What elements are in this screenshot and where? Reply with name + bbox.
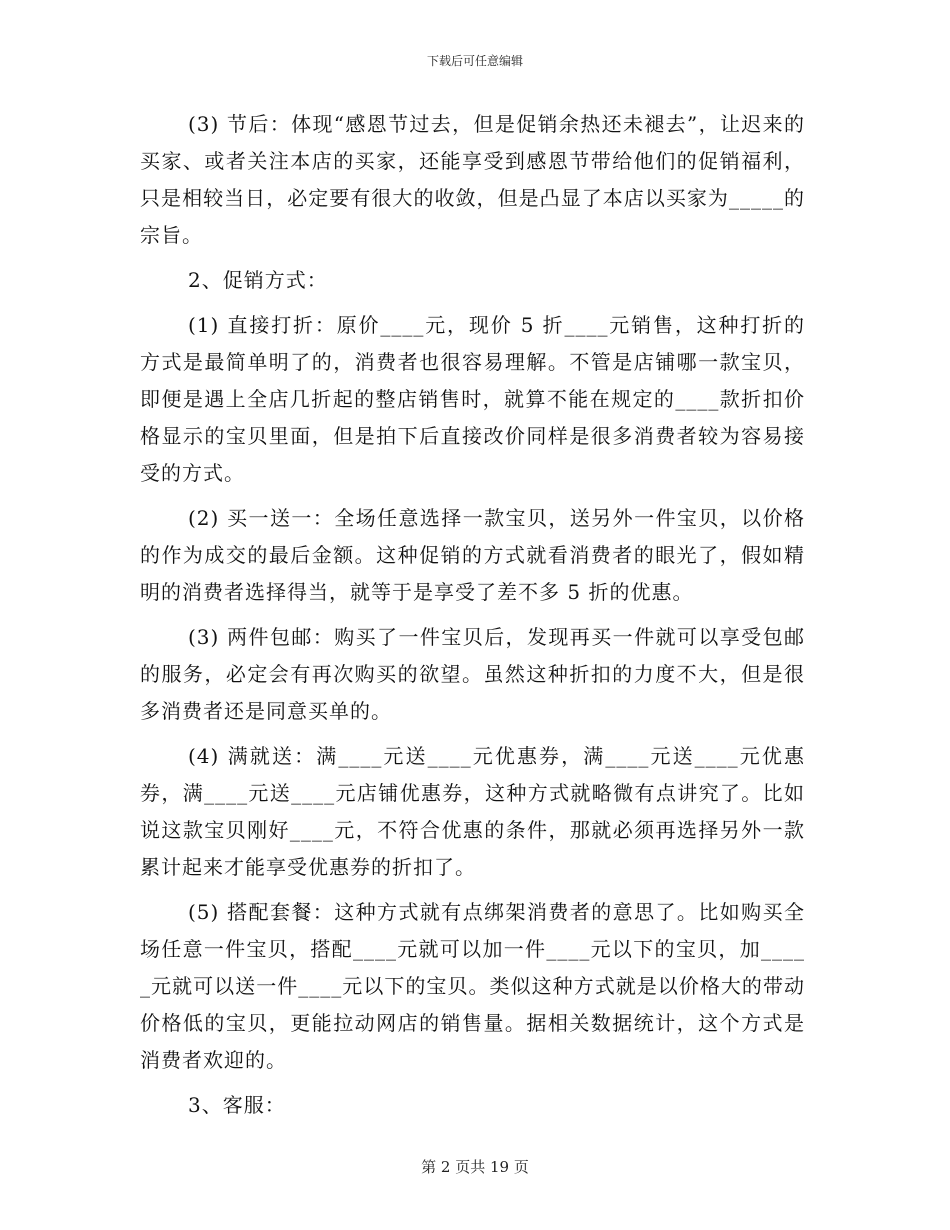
spacer xyxy=(140,611,805,619)
paragraph-after-holiday: (3) 节后：体现“感恩节过去，但是促销余热还未褪去”，让迟来的买家、或者关注本店的买家，还能享受到感恩节带给他们的促销福利，只是相较当日，必定要有很大的收敛，但是凸显了本店以买家为_____的宗旨。 xyxy=(140,112,805,247)
paragraph-bundle-package: (5) 搭配套餐：这种方式就有点绑架消费者的意思了。比如购买全场任意一件宝贝，搭配____元就可以加一件____元以下的宝贝，加_____元就可以送一件____元以下的宝贝。类似这种方式就是以价格大的带动价格低的宝贝，更能拉动网店的销售量。据相关数据统计，这个方式是消费者欢迎的。 xyxy=(140,900,805,1072)
spacer xyxy=(140,1079,805,1087)
paragraph-direct-discount: (1) 直接打折：原价____元，现价 5 折____元销售，这种打折的方式是最简单明了的，消费者也很容易理解。不管是店铺哪一款宝贝，即便是遇上全店几折起的整店销售时，就算不能在规定的____款折扣价格显示的宝贝里面，但是拍下后直接改价同样是很多消费者较为容易接受的方式。 xyxy=(140,313,805,485)
spacer xyxy=(140,730,805,738)
paragraph-spend-and-get: (4) 满就送：满____元送____元优惠券，满____元送____元优惠券，满____元送____元店铺优惠券，这种方式就略微有点讲究了。比如说这款宝贝刚好____元，不符合优惠的条件，那就必须再选择另外一款累计起来才能享受优惠券的折扣了。 xyxy=(140,744,805,879)
paragraph-two-items-free-shipping: (3) 两件包邮：购买了一件宝贝后，发现再买一件就可以享受包邮的服务，必定会有再次购买的欲望。虽然这种折扣的力度不大，但是很多消费者还是同意买单的。 xyxy=(140,625,805,723)
spacer xyxy=(140,299,805,307)
section-heading-promotion-methods: 2、促销方式： xyxy=(188,268,328,292)
spacer xyxy=(140,492,805,500)
spacer xyxy=(140,886,805,894)
page-footer: 第 2 页共 19 页 xyxy=(421,1158,529,1176)
document-body xyxy=(140,106,805,1124)
page-header: 下载后可任意编辑 xyxy=(426,54,523,68)
paragraph-buy-one-get-one: (2) 买一送一：全场任意选择一款宝贝，送另外一件宝贝，以价格的作为成交的最后金额。这种促销的方式就看消费者的眼光了，假如精明的消费者选择得当，就等于是享受了差不多 5 折的优惠。 xyxy=(140,506,805,604)
spacer xyxy=(140,254,805,262)
section-heading-customer-service: 3、客服： xyxy=(188,1093,286,1117)
